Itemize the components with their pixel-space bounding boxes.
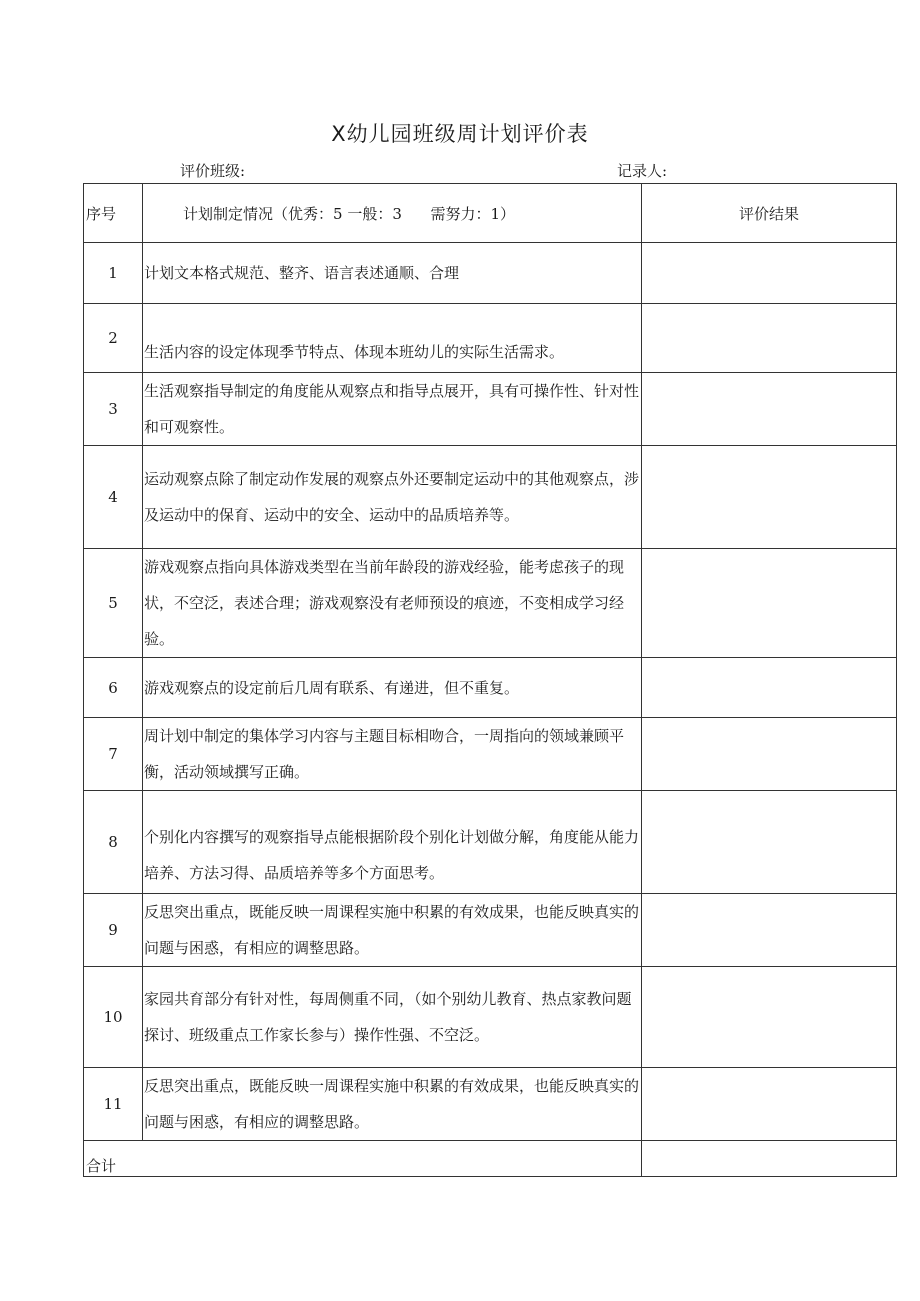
row-number: 7 xyxy=(84,718,143,791)
row-result-cell[interactable] xyxy=(642,658,897,718)
row-number: 3 xyxy=(84,373,143,446)
row-criteria: 反思突出重点，既能反映一周课程实施中积累的有效成果，也能反映真实的问题与困惑，有相应的调整思路。 xyxy=(144,903,640,957)
row-number: 9 xyxy=(84,894,143,967)
row-number: 2 xyxy=(84,304,143,373)
table-row xyxy=(84,446,897,549)
row-result-cell[interactable] xyxy=(642,1068,897,1141)
row-criteria: 周计划中制定的集体学习内容与主题目标相吻合，一周指向的领域兼顾平衡，活动领域撰写正确。 xyxy=(144,727,625,781)
row-result-cell[interactable] xyxy=(642,718,897,791)
table-row xyxy=(84,967,897,1068)
row-number: 8 xyxy=(84,791,143,894)
header-no: 序号 xyxy=(84,184,143,243)
row-result-cell[interactable] xyxy=(642,304,897,373)
row-criteria: 反思突出重点，既能反映一周课程实施中积累的有效成果，也能反映真实的问题与困惑，有相应的调整思路。 xyxy=(144,1077,640,1131)
row-result-cell[interactable] xyxy=(642,446,897,549)
evaluation-table xyxy=(83,183,897,1177)
row-number: 1 xyxy=(84,243,143,304)
row-result-cell[interactable] xyxy=(642,791,897,894)
row-result-cell[interactable] xyxy=(642,549,897,658)
row-number: 4 xyxy=(84,446,143,549)
page-title: X幼儿园班级周计划评价表 xyxy=(331,122,589,146)
header-criteria: 计划制定情况（优秀：5 一般：3 需努力：1） xyxy=(143,184,642,243)
row-criteria: 个别化内容撰写的观察指导点能根据阶段个别化计划做分解，角度能从能力培养、方法习得、品质培养等多个方面思考。 xyxy=(144,828,640,882)
row-criteria: 运动观察点除了制定动作发展的观察点外还要制定运动中的其他观察点，涉及运动中的保育、运动中的安全、运动中的品质培养等。 xyxy=(144,470,640,524)
table-total-row xyxy=(84,1141,897,1177)
recorder-label: 记录人: xyxy=(617,162,668,180)
table-row xyxy=(84,373,897,446)
table-row xyxy=(84,791,897,894)
row-number: 11 xyxy=(84,1068,143,1141)
row-result-cell[interactable] xyxy=(642,243,897,304)
table-row xyxy=(84,894,897,967)
header-result: 评价结果 xyxy=(642,184,897,243)
table-row xyxy=(84,549,897,658)
row-result-cell[interactable] xyxy=(642,373,897,446)
row-criteria: 生活观察指导制定的角度能从观察点和指导点展开，具有可操作性、针对性和可观察性。 xyxy=(144,382,640,436)
class-label: 评价班级: xyxy=(180,162,246,180)
row-result-cell[interactable] xyxy=(642,967,897,1068)
row-criteria: 计划文本格式规范、整齐、语言表述通顺、合理 xyxy=(144,264,460,282)
table-row xyxy=(84,658,897,718)
row-number: 6 xyxy=(84,658,143,718)
total-result-cell[interactable] xyxy=(642,1141,897,1177)
row-criteria: 生活内容的设定体现季节特点、体现本班幼儿的实际生活需求。 xyxy=(144,343,565,361)
row-result-cell[interactable] xyxy=(642,894,897,967)
table-row xyxy=(84,243,897,304)
table-row xyxy=(84,718,897,791)
table-row xyxy=(84,304,897,373)
row-criteria: 游戏观察点指向具体游戏类型在当前年龄段的游戏经验，能考虑孩子的现状，不空泛，表述合理；游戏观察没有老师预设的痕迹，不变相成学习经验。 xyxy=(144,558,625,648)
row-number: 10 xyxy=(84,967,143,1068)
table-header-row xyxy=(84,184,897,243)
row-criteria: 游戏观察点的设定前后几周有联系、有递进，但不重复。 xyxy=(144,678,520,697)
table-row xyxy=(84,1068,897,1141)
row-number: 5 xyxy=(84,549,143,658)
total-label: 合计 xyxy=(84,1141,642,1177)
row-criteria: 家园共育部分有针对性，每周侧重不同，（如个别幼儿教育、热点家教问题探讨、班级重点工作家长参与）操作性强、不空泛。 xyxy=(144,990,632,1044)
